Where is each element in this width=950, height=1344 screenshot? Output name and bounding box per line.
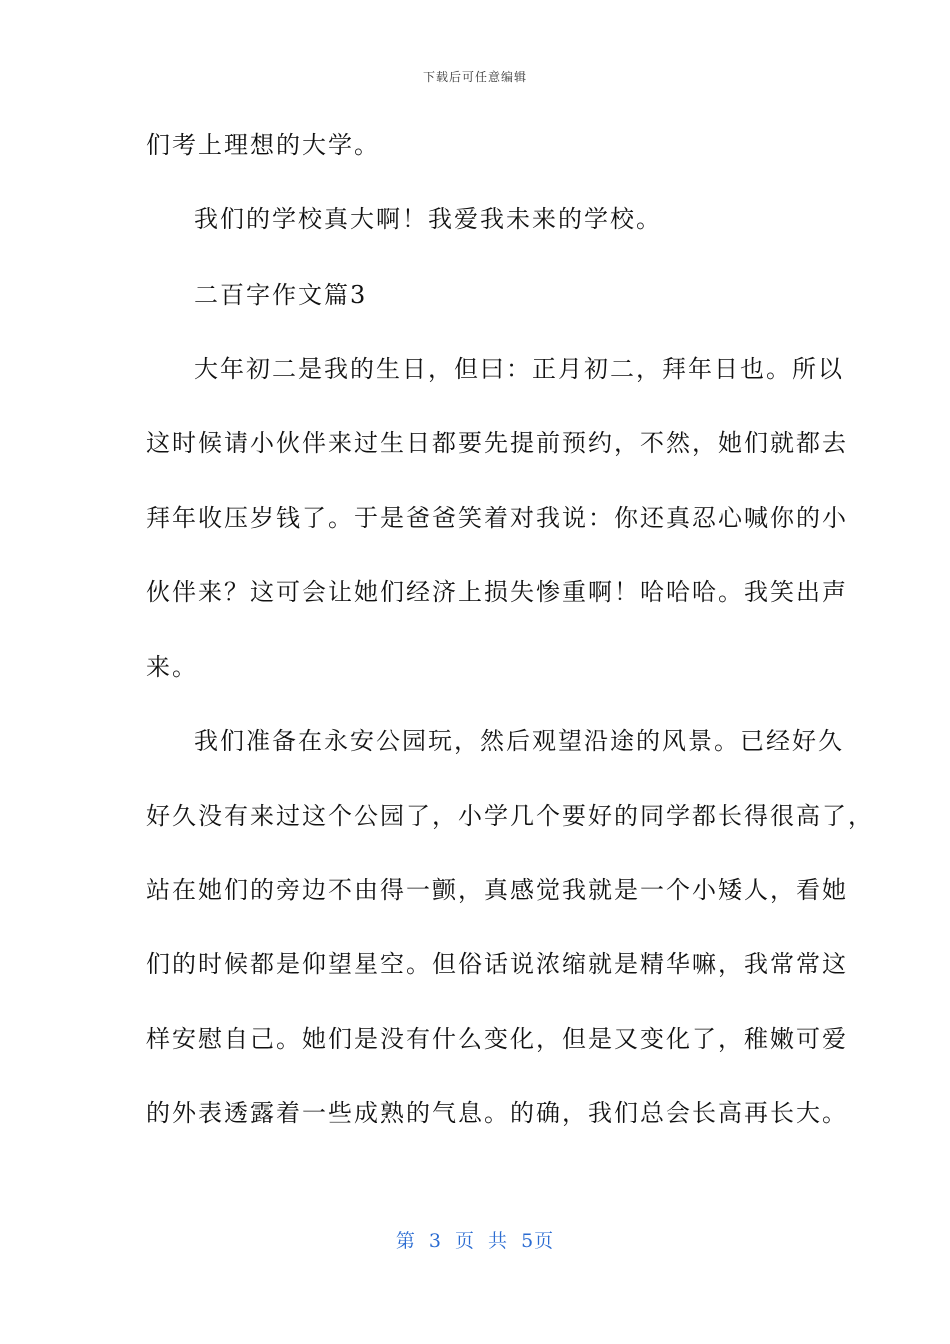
page-header-note: 下载后可任意编辑 bbox=[422, 70, 527, 84]
text-line: 好久没有来过这个公园了，小学几个要好的同学都长得很高了， bbox=[146, 802, 874, 830]
text-line: 的外表透露着一些成熟的气息。的确，我们总会长高再长大。 bbox=[146, 1099, 848, 1127]
text-line: 拜年收压岁钱了。于是爸爸笑着对我说：你还真忍心喊你的小 bbox=[146, 504, 848, 532]
text-line: 这时候请小伙伴来过生日都要先提前预约，不然，她们就都去 bbox=[146, 429, 848, 457]
text-line: 样安慰自己。她们是没有什么变化，但是又变化了，稚嫩可爱 bbox=[146, 1025, 848, 1053]
text-line: 来。 bbox=[146, 653, 198, 681]
text-line: 们考上理想的大学。 bbox=[146, 131, 380, 159]
section-heading: 二百字作文篇3 bbox=[194, 281, 368, 309]
text-line: 们的时候都是仰望星空。但俗话说浓缩就是精华嘛，我常常这 bbox=[146, 950, 848, 978]
text-line: 伙伴来？这可会让她们经济上损失惨重啊！哈哈哈。我笑出声 bbox=[146, 578, 848, 606]
text-line: 站在她们的旁边不由得一颤，真感觉我就是一个小矮人，看她 bbox=[146, 876, 848, 904]
text-line: 我们准备在永安公园玩，然后观望沿途的风景。已经好久 bbox=[194, 727, 844, 755]
text-line: 大年初二是我的生日，但曰：正月初二，拜年日也。所以 bbox=[194, 355, 844, 383]
page-number: 第 3 页 共 5页 bbox=[395, 1230, 555, 1252]
text-line: 我们的学校真大啊！我爱我未来的学校。 bbox=[194, 205, 662, 233]
